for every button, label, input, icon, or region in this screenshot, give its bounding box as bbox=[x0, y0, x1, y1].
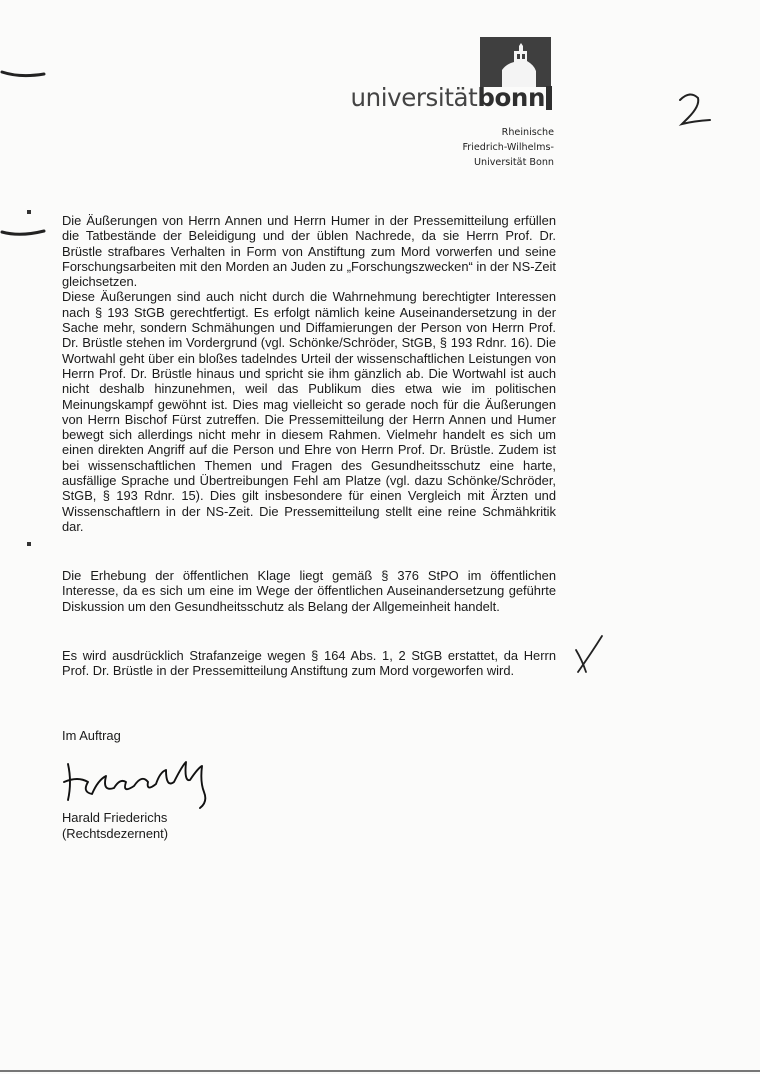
left-margin-mark-middle bbox=[0, 226, 50, 240]
logo-text-bold: bonn bbox=[477, 83, 545, 112]
letter-body-2 bbox=[62, 568, 556, 614]
scan-bottom-edge bbox=[0, 1070, 760, 1072]
closing-im-auftrag: Im Auftrag bbox=[62, 728, 121, 743]
scan-speck-1 bbox=[27, 210, 31, 214]
paragraph-1: Die Äußerungen von Herrn Annen und Herrn Humer in der Pressemitteilung erfüllen die Tatbestände der Beleidigung und der üblen Nachrede, da sie Herrn Prof. Dr. Brüstle strafbares Verhalten in Form von Anstiftung zum Mord vorwerfen und seine Forschungsarbeiten mit den Morden an Juden zu „Forschungszwecken“ in der NS-Zeit gleichsetzen. bbox=[62, 213, 556, 290]
university-logo-building-icon bbox=[480, 37, 551, 87]
scan-speck-2 bbox=[27, 542, 31, 546]
university-subline-3: Universität Bonn bbox=[473, 157, 554, 168]
paragraph-3: Die Erhebung der öffentlichen Klage liegt gemäß § 376 StPO im öffentlichen Interesse, da es sich um eine im Wege der öffentlichen Auseinandersetzung geführte Diskussion um den Gesundheitsschutz als Belang der Allgemeinheit handelt. bbox=[62, 568, 556, 614]
university-subline-2: Friedrich-Wilhelms- bbox=[462, 142, 554, 153]
handwritten-x-mark bbox=[572, 632, 608, 676]
logo-text-light: universität bbox=[350, 83, 478, 112]
closing-name: Harald Friederichs bbox=[62, 810, 168, 825]
letter-body bbox=[62, 213, 556, 534]
closing-role: (Rechtsdezernent) bbox=[62, 826, 169, 841]
left-margin-mark-top bbox=[0, 66, 50, 80]
paragraph-2: Diese Äußerungen sind auch nicht durch die Wahrnehmung berechtigter Interessen nach § 193 StGB gerechtfertigt. Es erfolgt nämlich keine Auseinandersetzung in der Sache mehr, sondern Schmähungen und Diffamierungen der Person von Herrn Prof. Dr. Brüstle stehen im Vordergrund (vgl. Schönke/Schröder, StGB, § 193 Rdnr. 16). Die Wortwahl geht über ein bloßes tadelndes Urteil der wissenschaftlichen Leistungen von Herrn Prof. Dr. Brüstle hinaus und spricht sie ihm gänzlich ab. Die Wortwahl ist auch nicht deshalb hinzunehmen, weil das Publikum dies etwa wie im politischen Meinungskampf gewöhnt ist. Dies mag vielleicht so gerade noch für die Äußerungen von Herrn Bischof Fürst zutreffen. Die Pressemitteilung der Herrn Annen und Humer bewegt sich allerdings nicht mehr in diesem Rahmen. Vielmehr handelt es sich um einen direkten Angriff auf die Person und Ehre von Herrn Prof. Dr. Brüstle. Zudem ist bei wissenschaftlichen Themen und Fragen des Gesundheitsschutz eine harte, ausfällige Sprache und Übertreibungen Fehl am Platze (vgl. dazu Schönke/Schröder, StGB, § 193 Rdnr. 15). Dies gilt insbesondere für einen Vergleich mit Ärzten und Wissenschaftlern in der NS-Zeit. Die Pressemitteilung stellt eine reine Schmähkritik dar. bbox=[62, 289, 556, 534]
paragraph-4: Es wird ausdrücklich Strafanzeige wegen § 164 Abs. 1, 2 StGB erstattet, da Herrn Prof. Dr. Brüstle in der Pressemitteilung Anstiftung zum Mord vorgeworfen wird. bbox=[62, 648, 556, 679]
logo-bar bbox=[546, 86, 552, 110]
university-subline-1: Rheinische bbox=[501, 127, 554, 138]
handwritten-signature bbox=[62, 752, 222, 812]
university-logo-wordmark bbox=[336, 83, 552, 112]
letter-body-3 bbox=[62, 648, 556, 679]
handwritten-page-number bbox=[676, 88, 716, 138]
